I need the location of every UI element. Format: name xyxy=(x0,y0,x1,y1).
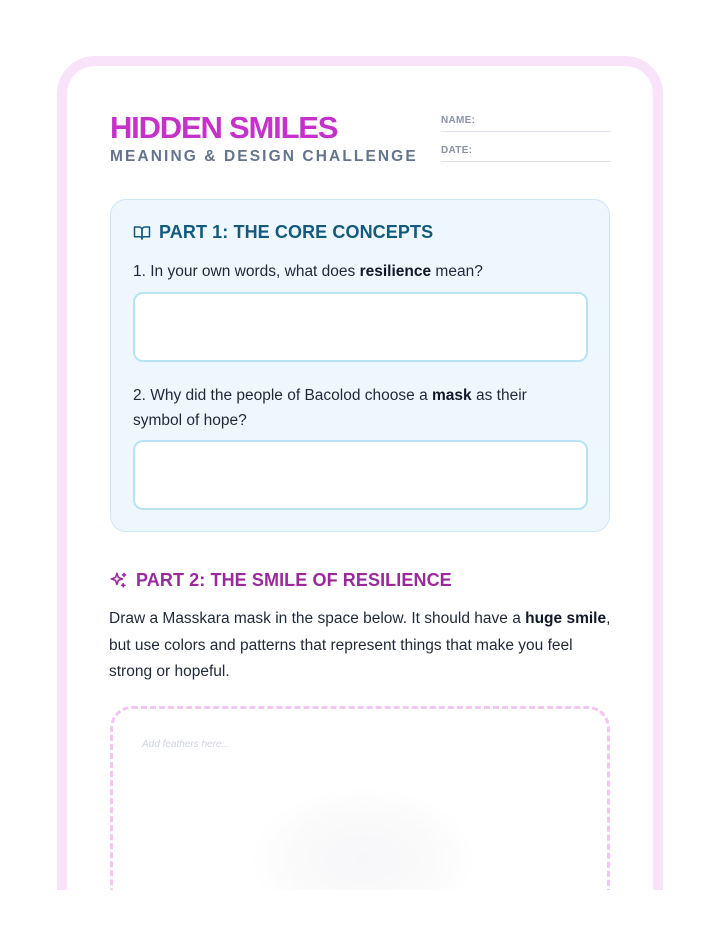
part1-heading-row xyxy=(133,222,433,243)
part2-heading-row xyxy=(109,570,452,591)
worksheet-header xyxy=(110,110,610,170)
page-bottom-margin xyxy=(0,890,720,932)
worksheet-subtitle: MEANING & DESIGN CHALLENGE xyxy=(110,148,418,165)
question-2: 2. Why did the people of Bacolod choose a mask as their symbol of hope? xyxy=(133,387,527,429)
date-field[interactable] xyxy=(441,142,611,162)
name-label: NAME: xyxy=(441,115,476,126)
part1-heading: PART 1: THE CORE CONCEPTS xyxy=(159,222,434,242)
date-label: DATE: xyxy=(441,145,473,156)
answer-2-field[interactable] xyxy=(133,440,588,510)
drawing-hint: Add feathers here... xyxy=(142,739,230,750)
drawing-instructions: Draw a Masskara mask in the space below. It should have a huge smile, but use colors and patterns that represent things that make you feel strong or hopeful. xyxy=(109,610,611,680)
name-field[interactable] xyxy=(441,112,611,132)
answer-1-field[interactable] xyxy=(133,292,588,362)
worksheet-title: HIDDEN SMILES xyxy=(110,110,338,145)
question-1: 1. In your own words, what does resilience mean? xyxy=(133,263,483,280)
part2-heading: PART 2: THE SMILE OF RESILIENCE xyxy=(136,570,452,590)
book-icon xyxy=(133,224,151,242)
sparkles-icon xyxy=(109,571,128,590)
part1-section xyxy=(110,199,610,532)
